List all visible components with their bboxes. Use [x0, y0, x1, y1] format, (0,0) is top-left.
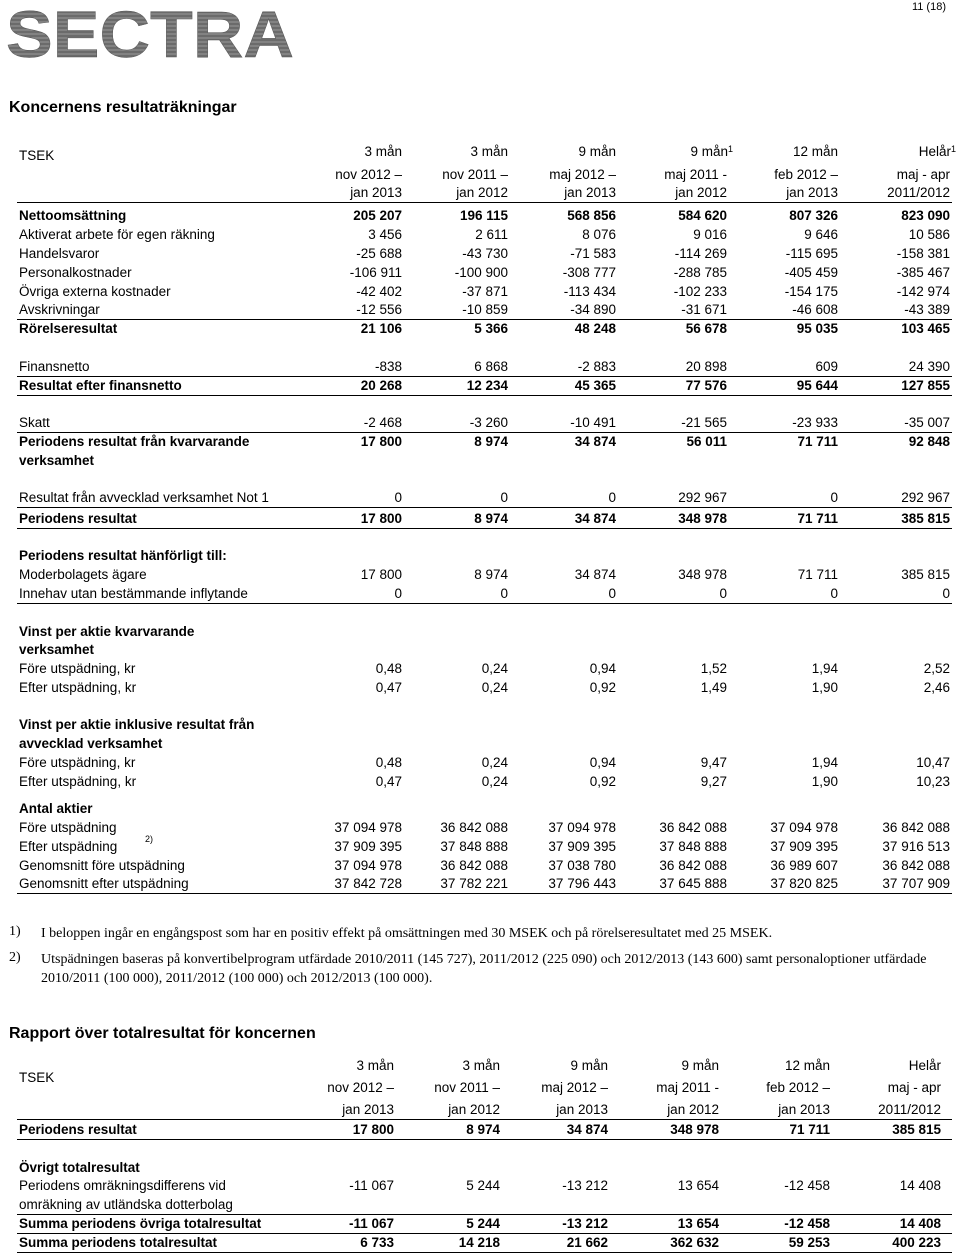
row-value: 0 — [608, 586, 616, 601]
row-label: Resultat efter finansnetto — [19, 378, 182, 393]
row-value: 6 868 — [474, 359, 508, 374]
row-value: 1,52 — [700, 661, 727, 676]
row-value: -37 871 — [462, 284, 508, 299]
row-value: 0,92 — [589, 680, 616, 695]
row-value: 92 848 — [908, 434, 950, 449]
row-value: 385 815 — [892, 1122, 941, 1137]
row-value: 17 800 — [360, 567, 402, 582]
row-value: 13 654 — [677, 1178, 719, 1193]
row-value: 37 820 825 — [770, 876, 838, 891]
row-value: 21 662 — [566, 1235, 608, 1250]
row-label: Före utspädning — [19, 820, 117, 835]
row-value: 9,27 — [700, 774, 727, 789]
row-value: 0 — [608, 490, 616, 505]
income-statement-title: Koncernens resultaträkningar — [9, 99, 237, 116]
row-value: 59 253 — [788, 1235, 830, 1250]
row-value: 37 038 780 — [548, 858, 616, 873]
row-value: 37 782 221 — [440, 876, 508, 891]
column-header: 3 mån — [356, 1058, 394, 1073]
column-header: maj - apr — [887, 1080, 941, 1095]
row-value: -288 785 — [673, 265, 727, 280]
row-value: 10,47 — [916, 755, 950, 770]
row-label: Resultat från avvecklad verksamhet Not 1 — [19, 490, 269, 505]
row-value: 37 842 728 — [334, 876, 402, 891]
sectra-logo — [6, 5, 296, 59]
column-header: jan 2013 — [342, 1102, 394, 1117]
row-value: 5 366 — [474, 321, 508, 336]
row-label: Personalkostnader — [19, 265, 132, 280]
row-value: 13 654 — [677, 1216, 719, 1231]
row-value: 48 248 — [574, 321, 616, 336]
row-value: -113 434 — [563, 284, 616, 299]
table-row — [17, 875, 952, 894]
table-row — [17, 819, 952, 837]
row-value: -100 900 — [454, 265, 508, 280]
unit-label: TSEK — [19, 148, 55, 163]
unit-label: TSEK — [19, 1070, 55, 1085]
row-value: 37 796 443 — [548, 876, 616, 891]
table-row — [17, 301, 952, 320]
row-value: 36 842 088 — [882, 820, 950, 835]
table-row — [17, 245, 952, 263]
column-header: nov 2011 – — [434, 1080, 500, 1095]
row-label: Summa periodens totalresultat — [19, 1235, 218, 1250]
column-header: maj - apr — [896, 167, 950, 182]
row-label: Periodens resultat — [19, 1122, 137, 1137]
row-value: 37 707 909 — [882, 876, 950, 891]
row-label: Efter utspädning — [19, 839, 118, 854]
table-row — [17, 623, 952, 641]
row-value: 807 326 — [789, 208, 838, 223]
table-row — [17, 1196, 952, 1215]
row-value: -46 608 — [792, 302, 838, 317]
column-header: 3 mån — [364, 144, 402, 159]
row-value: 385 815 — [901, 567, 950, 582]
row-value: 17 800 — [360, 434, 402, 449]
column-header-row — [17, 1079, 952, 1097]
table-row — [17, 1177, 952, 1195]
row-value: 0,47 — [375, 680, 402, 695]
row-value: 37 909 395 — [334, 839, 402, 854]
row-value: 8 076 — [582, 227, 616, 242]
row-value: -142 974 — [896, 284, 950, 299]
row-value: -114 269 — [674, 246, 727, 261]
row-value: 45 365 — [574, 378, 616, 393]
row-value: 8 974 — [474, 434, 508, 449]
row-value: 9 016 — [693, 227, 727, 242]
column-header: 9 mån — [681, 1058, 719, 1073]
row-value: 0,92 — [589, 774, 616, 789]
row-value: 14 408 — [899, 1216, 941, 1231]
column-header: 9 mån — [578, 144, 616, 159]
row-value: -2 468 — [363, 415, 402, 430]
table-row — [17, 773, 952, 791]
row-value: -42 402 — [356, 284, 402, 299]
footnote-text: I beloppen ingår en engångspost som har en positiv effekt på omsättningen med 30 MSEK och på rörelseresultatet med 25 MSEK. — [41, 926, 773, 941]
row-value: 8 974 — [474, 511, 508, 526]
row-value: -35 007 — [904, 415, 950, 430]
column-header: jan 2013 — [556, 1102, 608, 1117]
row-value: 77 576 — [685, 378, 727, 393]
row-value: -13 212 — [562, 1216, 608, 1231]
row-label: Aktiverat arbete för egen räkning — [19, 227, 215, 242]
column-header-row — [17, 1057, 952, 1075]
row-value: 292 967 — [678, 490, 727, 505]
column-header: jan 2012 — [456, 185, 508, 200]
row-value: 36 842 088 — [882, 858, 950, 873]
row-value: -11 067 — [349, 1178, 394, 1193]
row-value: 37 909 395 — [548, 839, 616, 854]
table-row — [17, 433, 952, 451]
row-value: 8 974 — [474, 567, 508, 582]
row-label: Finansnetto — [19, 359, 90, 374]
row-label: Antal aktier — [19, 801, 93, 816]
footnote-text: Utspädningen baseras på konvertibelprogram utfärdade 2010/2011 (145 727), 2011/2012 (225 090) och 2012/2013 (143 600) samt personaloptioner utfärdade 2010/2011 (100 000), 2011/2012 (100 000) och 2012/2013 (100 000). — [41, 952, 927, 986]
row-value: 0,94 — [589, 755, 616, 770]
column-header: feb 2012 – — [774, 167, 838, 182]
row-label: Före utspädning, kr — [19, 661, 136, 676]
row-label: Periodens resultat hänförligt till: — [19, 548, 227, 563]
row-value: 2,52 — [923, 661, 950, 676]
row-label: Nettoomsättning — [19, 208, 127, 223]
row-label: Efter utspädning, kr — [19, 774, 137, 789]
row-value: 127 855 — [901, 378, 950, 393]
row-value: 3 456 — [368, 227, 402, 242]
row-value: 17 800 — [352, 1122, 394, 1137]
footnote-number: 1) — [9, 924, 21, 939]
table-row — [17, 834, 952, 856]
row-value: 34 874 — [574, 567, 616, 582]
row-value: 103 465 — [901, 321, 950, 336]
row-label: Handelsvaror — [19, 246, 100, 261]
row-label: verksamhet — [19, 453, 95, 468]
row-value: -43 389 — [904, 302, 950, 317]
table-row — [17, 641, 952, 659]
row-value: -308 777 — [562, 265, 616, 280]
column-header-row — [17, 143, 956, 161]
row-value: -106 911 — [349, 265, 402, 280]
row-value: 0 — [830, 586, 838, 601]
row-label: Rörelseresultat — [19, 321, 118, 336]
row-value: -102 233 — [673, 284, 727, 299]
row-value: 37 094 978 — [770, 820, 838, 835]
row-value: 17 800 — [360, 511, 402, 526]
row-label: Innehav utan bestämmande inflytande — [19, 586, 248, 601]
row-value: 2 611 — [475, 227, 508, 242]
row-value: 14 408 — [899, 1178, 941, 1193]
column-header: feb 2012 – — [766, 1080, 830, 1095]
footnote-marker: 1 — [727, 144, 733, 154]
row-value: -154 175 — [784, 284, 838, 299]
row-value: 2,46 — [923, 680, 950, 695]
row-value: -838 — [374, 359, 402, 374]
column-header: maj 2012 – — [549, 167, 616, 182]
column-header: 9 mån$^1$ — [690, 144, 733, 159]
row-value: -23 933 — [792, 415, 838, 430]
row-value: -12 556 — [356, 302, 402, 317]
row-value: 21 106 — [360, 321, 402, 336]
row-value: 385 815 — [901, 511, 950, 526]
table-row — [17, 735, 952, 753]
row-value: -34 890 — [570, 302, 616, 317]
row-label: Periodens resultat — [19, 511, 137, 526]
table-row — [17, 358, 952, 377]
column-header-row — [17, 184, 952, 203]
row-label: Övriga externa kostnader — [19, 284, 171, 299]
row-value: -25 688 — [356, 246, 402, 261]
column-header: maj 2011 - — [656, 1080, 719, 1095]
row-label: Avskrivningar — [19, 302, 100, 317]
row-value: 8 974 — [466, 1122, 500, 1137]
row-value: 348 978 — [678, 511, 727, 526]
row-value: 0 — [500, 586, 508, 601]
table-row — [17, 377, 952, 396]
row-label: verksamhet — [19, 642, 95, 657]
column-header: 2011/2012 — [887, 185, 950, 200]
row-value: -3 260 — [469, 415, 508, 430]
row-value: -10 859 — [462, 302, 508, 317]
row-value: 1,49 — [700, 680, 727, 695]
row-value: 0,47 — [375, 774, 402, 789]
row-value: 37 909 395 — [770, 839, 838, 854]
column-header: jan 2013 — [778, 1102, 830, 1117]
row-value: 37 848 888 — [440, 839, 508, 854]
column-header: jan 2013 — [786, 185, 838, 200]
column-header: 9 mån — [570, 1058, 608, 1073]
row-value: 36 842 088 — [659, 858, 727, 873]
row-label: Periodens resultat från kvarvarande — [19, 434, 250, 449]
table-row — [17, 414, 952, 433]
row-value: 37 094 978 — [334, 858, 402, 873]
svg-text:SECTRA: SECTRA — [6, 5, 294, 59]
row-value: 20 898 — [685, 359, 727, 374]
table-row — [17, 283, 952, 301]
row-value: 0,94 — [589, 661, 616, 676]
row-value: -11 067 — [348, 1216, 394, 1231]
row-value: -12 458 — [784, 1216, 830, 1231]
row-value: 9 646 — [804, 227, 838, 242]
row-value: 0 — [830, 490, 838, 505]
row-value: 568 856 — [567, 208, 616, 223]
column-header: maj 2012 – — [541, 1080, 608, 1095]
row-value: -2 883 — [577, 359, 616, 374]
row-value: 1,94 — [811, 661, 838, 676]
row-value: 34 874 — [574, 511, 616, 526]
table-row — [17, 585, 952, 604]
row-value: 34 874 — [566, 1122, 608, 1137]
row-value: 71 711 — [789, 1122, 830, 1137]
column-header: Helår — [908, 1058, 941, 1073]
page-number: 11 (18) — [911, 1, 946, 13]
row-value: 24 390 — [908, 359, 950, 374]
column-header: nov 2012 – — [335, 167, 402, 182]
row-label: Genomsnitt före utspädning — [19, 858, 185, 873]
row-value: 95 035 — [796, 321, 838, 336]
table-row — [17, 566, 952, 584]
row-value: 37 645 888 — [659, 876, 727, 891]
row-value: 609 — [815, 359, 838, 374]
row-label: Före utspädning, kr — [19, 755, 136, 770]
row-value: 362 632 — [670, 1235, 719, 1250]
row-value: 0 — [942, 586, 950, 601]
row-value: 71 711 — [797, 434, 838, 449]
row-value: 196 115 — [459, 208, 508, 223]
row-label: Vinst per aktie inklusive resultat från — [19, 717, 255, 732]
row-value: 1,90 — [811, 680, 838, 695]
row-value: 36 842 088 — [440, 858, 508, 873]
column-header: jan 2012 — [675, 185, 727, 200]
table-row — [17, 679, 952, 697]
row-value: -12 458 — [784, 1178, 830, 1193]
table-row — [17, 510, 952, 529]
table-row — [17, 264, 952, 282]
column-header: nov 2012 – — [327, 1080, 394, 1095]
column-header: nov 2011 – — [442, 167, 508, 182]
row-value: 56 011 — [686, 434, 727, 449]
row-label: omräkning av utländska dotterbolag — [19, 1197, 233, 1212]
row-value: 56 678 — [685, 321, 727, 336]
row-value: 348 978 — [670, 1122, 719, 1137]
row-value: 0,24 — [481, 755, 508, 770]
row-value: 0,24 — [481, 680, 508, 695]
table-row — [17, 226, 952, 244]
row-label: Moderbolagets ägare — [19, 567, 147, 582]
row-value: -71 583 — [570, 246, 616, 261]
row-label: Periodens omräkningsdifferens vid — [19, 1178, 226, 1193]
row-label: Genomsnitt efter utspädning — [19, 876, 189, 891]
row-value: 1,90 — [811, 774, 838, 789]
row-value: 0,48 — [375, 661, 402, 676]
row-value: 37 094 978 — [548, 820, 616, 835]
row-value: -405 459 — [784, 265, 838, 280]
row-value: -21 565 — [681, 415, 727, 430]
row-value: 0,24 — [481, 661, 508, 676]
column-header: jan 2012 — [448, 1102, 500, 1117]
table-row — [17, 1234, 952, 1253]
column-header-row — [17, 166, 952, 184]
column-header: maj 2011 - — [664, 167, 727, 182]
footnote-marker: 2) — [145, 834, 154, 844]
row-value: 0 — [394, 586, 402, 601]
row-value: 95 644 — [796, 378, 838, 393]
table-row — [17, 800, 952, 818]
column-header: 3 mån — [470, 144, 508, 159]
row-value: 12 234 — [466, 378, 508, 393]
row-value: 37 916 513 — [882, 839, 950, 854]
column-header: jan 2013 — [564, 185, 616, 200]
footnote-number: 2) — [9, 950, 21, 965]
row-value: 36 842 088 — [659, 820, 727, 835]
column-header-row — [17, 1101, 952, 1120]
row-value: 205 207 — [353, 208, 402, 223]
row-value: -10 491 — [570, 415, 616, 430]
row-value: 36 989 607 — [770, 858, 838, 873]
row-value: 71 711 — [797, 567, 838, 582]
table-row — [17, 857, 952, 875]
column-header: jan 2012 — [667, 1102, 719, 1117]
row-value: 20 268 — [360, 378, 402, 393]
row-value: 400 223 — [892, 1235, 941, 1250]
column-header: 2011/2012 — [878, 1102, 941, 1117]
row-value: -385 467 — [896, 265, 950, 280]
row-value: 9,47 — [700, 755, 727, 770]
table-row — [17, 1121, 952, 1140]
row-label: Vinst per aktie kvarvarande — [19, 624, 195, 639]
table-row — [17, 660, 952, 678]
column-header: 12 mån — [792, 144, 838, 159]
row-value: 0,24 — [481, 774, 508, 789]
column-header: 12 mån — [784, 1058, 830, 1073]
row-value: 10 586 — [908, 227, 950, 242]
row-value: 0 — [394, 490, 402, 505]
row-label: Övrigt totalresultat — [19, 1160, 140, 1175]
row-value: -31 671 — [681, 302, 727, 317]
table-row — [17, 452, 952, 470]
table-row — [17, 320, 952, 338]
row-value: 14 218 — [458, 1235, 500, 1250]
column-header: jan 2013 — [350, 185, 402, 200]
row-value: 0 — [719, 586, 727, 601]
row-value: 348 978 — [678, 567, 727, 582]
table-row — [17, 489, 952, 508]
table-row — [17, 547, 952, 565]
row-value: 36 842 088 — [440, 820, 508, 835]
row-value: 0 — [500, 490, 508, 505]
row-value: 5 244 — [466, 1178, 500, 1193]
footnote-marker: 1 — [950, 144, 956, 154]
table-row — [17, 754, 952, 772]
row-value: -43 730 — [462, 246, 508, 261]
row-value: -115 695 — [785, 246, 838, 261]
row-value: 584 620 — [678, 208, 727, 223]
row-value: 292 967 — [901, 490, 950, 505]
row-label: avvecklad verksamhet — [19, 736, 163, 751]
row-value: 37 848 888 — [659, 839, 727, 854]
row-value: 37 094 978 — [334, 820, 402, 835]
table-row — [17, 1159, 952, 1177]
table-row — [17, 716, 952, 734]
row-value: 71 711 — [797, 511, 838, 526]
row-value: 0,48 — [375, 755, 402, 770]
row-value: 823 090 — [901, 208, 950, 223]
table-row — [17, 1215, 952, 1234]
row-value: 1,94 — [811, 755, 838, 770]
row-value: 34 874 — [574, 434, 616, 449]
row-value: 6 733 — [360, 1235, 394, 1250]
row-value: 10,23 — [916, 774, 950, 789]
row-value: 5 244 — [466, 1216, 500, 1231]
column-header: 3 mån — [462, 1058, 500, 1073]
row-label: Summa periodens övriga totalresultat — [19, 1216, 262, 1231]
row-value: -158 381 — [896, 246, 950, 261]
table-row — [17, 207, 952, 225]
row-label: Skatt — [19, 415, 50, 430]
comprehensive-income-title: Rapport över totalresultat för koncernen — [9, 1025, 316, 1042]
row-value: -13 212 — [562, 1178, 608, 1193]
column-header: Helår$^1$ — [918, 144, 956, 159]
row-label: Efter utspädning, kr — [19, 680, 137, 695]
